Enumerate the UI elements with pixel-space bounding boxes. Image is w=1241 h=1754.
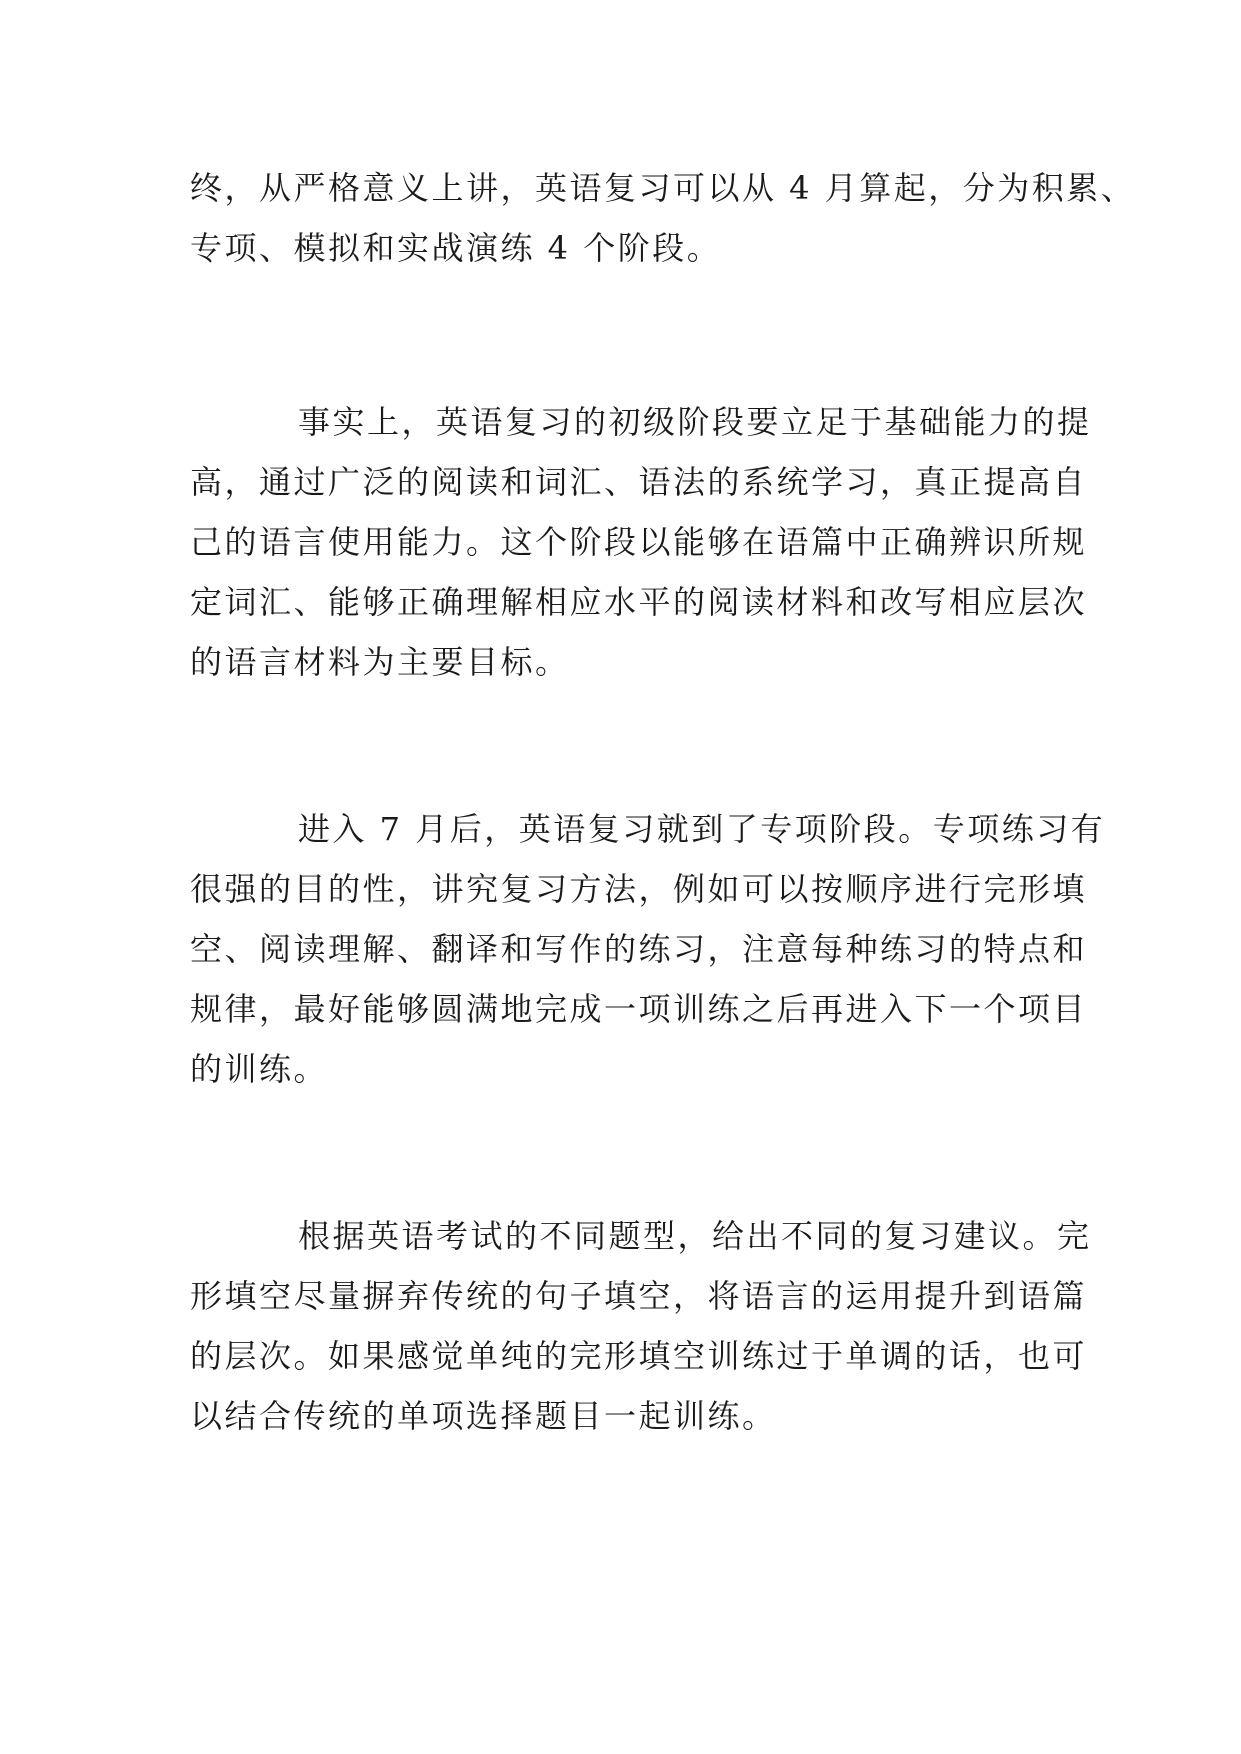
paragraph-line: 空、阅读理解、翻译和写作的练习，注意每种练习的特点和: [190, 930, 1088, 968]
paragraph-line: 高，通过广泛的阅读和词汇、语法的系统学习，真正提高自: [190, 463, 1088, 501]
paragraph-line: 很强的目的性，讲究复习方法，例如可以按顺序进行完形填: [190, 870, 1088, 908]
paragraph-line: 事实上，英语复习的初级阶段要立足于基础能力的提: [298, 403, 1092, 441]
paragraph-line: 定词汇、能够正确理解相应水平的阅读材料和改写相应层次: [190, 583, 1088, 621]
paragraph-line: 进入 7 月后，英语复习就到了专项阶段。专项练习有: [298, 810, 1106, 848]
paragraph-line: 的层次。如果感觉单纯的完形填空训练过于单调的话，也可: [190, 1337, 1088, 1375]
paragraph-continuation: [190, 158, 1136, 278]
paragraph-line: 根据英语考试的不同题型，给出不同的复习建议。完: [298, 1217, 1092, 1255]
paragraph-line: 以结合传统的单项选择题目一起训练。: [190, 1397, 777, 1435]
paragraph-question-types: [190, 1206, 1092, 1446]
paragraph-line: 的训练。: [190, 1050, 329, 1088]
paragraph-special-stage: [190, 799, 1106, 1099]
paragraph-line: 终，从严格意义上讲，英语复习可以从 4 月算起，分为积累、: [190, 169, 1136, 207]
paragraph-line: 己的语言使用能力。这个阶段以能够在语篇中正确辨识所规: [190, 523, 1088, 561]
paragraph-basic-stage: [190, 392, 1092, 692]
paragraph-line: 的语言材料为主要目标。: [190, 643, 570, 681]
paragraph-line: 专项、模拟和实战演练 4 个阶段。: [190, 229, 722, 267]
paragraph-line: 形填空尽量摒弃传统的句子填空，将语言的运用提升到语篇: [190, 1277, 1088, 1315]
paragraph-line: 规律，最好能够圆满地完成一项训练之后再进入下一个项目: [190, 990, 1088, 1028]
